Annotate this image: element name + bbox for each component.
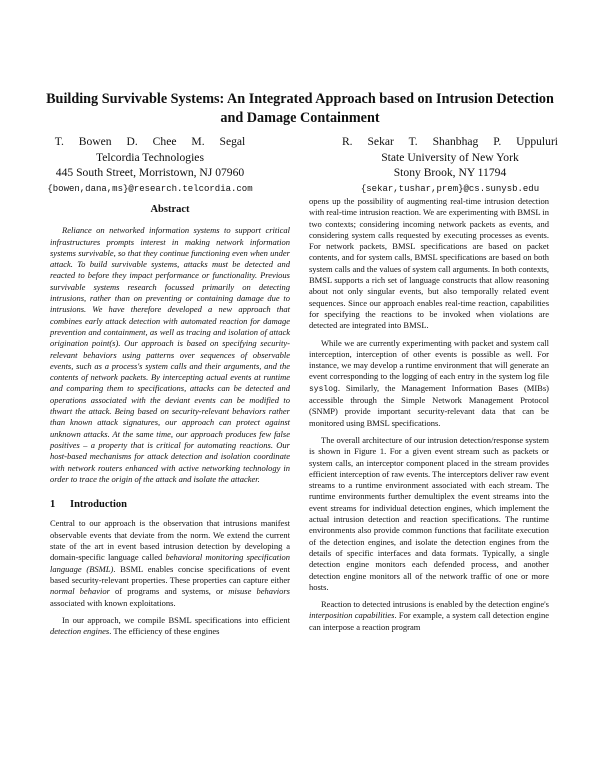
term-interposition: interposition capabilities (309, 610, 395, 621)
text-run: . For example, a system call detection engine can interpose a reaction program (309, 610, 550, 632)
section-heading-introduction (50, 499, 290, 510)
text-run: . The efficiency of these engines (109, 626, 220, 637)
body-paragraph-2 (309, 338, 549, 429)
author-block-right (300, 134, 600, 197)
section-number: 1 (50, 499, 56, 511)
body-paragraph-3: The overall architecture of our intrusion detection/response system is shown in Figure 1. For a given event stream such as packets or system calls, an interceptor component placed in the stream provides efficient interception of raw events. The interceptors deliver raw event streams to a runtime environment associated with each stream. The runtime environments further demultiplex the event streams into the event streams for individual detection engines, which implement the actual intrusion detection and reaction specifications. The runtime environments also provide common functions that facilitate execution of the detection engines, and isolate the detection engines from the details of specific interfaces and data formats. Typically, a single detection engine monitors each defended process, and another detection engine monitors all of the network traffic of one or more hosts. (309, 434, 549, 592)
term-syslog: syslog (309, 384, 338, 394)
text-run: of programs and systems, or (109, 586, 229, 597)
author-email-right: {sekar,tushar,prem}@cs.sunysb.edu (360, 183, 540, 194)
left-column (50, 204, 290, 643)
abstract-text: Reliance on networked information systems to support critical infrastructures prompts interest in making network information systems survivable, so that they continue functioning even when under attack. To build survivable systems, attacks must be detected and reacted to before they impact performance or functionality. Previous survivable systems research focussed primarily on detecting intrusions, rather than on preventing or containing damage due to intrusions. We have therefore developed a new approach that combines early attack detection with automated reaction for damage prevention and containment, as well as tracing and isolation of attack origination point(s). Our approach is based on specifying security-relevant behaviors using patterns over sequences of observable events, such as a process's system calls and their arguments, and the contents of network packets. By intercepting actual events at runtime and comparing them to specifications, attacks can be detected and operations associated with the deviant events can be modified to thwart the attack. Being based on security-relevant behaviors rather than known attack signatures, our approach can protect against unknown attacks. At the same time, our approach produces few false positives – a property that is critical for automating reactions. Our host-based mechanisms for attack detection and isolation coordinate with network routers enhanced with active networking technology in order to trace the origin of the attack and isolate the attacker. (50, 225, 290, 484)
text-run: While we are currently experimenting with packet and system call interception, interception of other events is possible as well. For instance, we may develop a runtime environment that will generate an event corresponding to the logging of each entry in the system log file (309, 337, 549, 382)
abstract-heading: Abstract (150, 204, 190, 215)
author-names-right: R. Sekar T. Shanbhag P. Uppuluri (341, 135, 559, 148)
paper-title: Building Survivable Systems: An Integrated Approach based on Intrusion Detection and Damage Containment (46, 91, 554, 126)
author-email-left: {bowen,dana,ms}@research.telcordia.com (47, 183, 253, 194)
term-detection-engines: detection engines (50, 626, 110, 637)
text-run: In our approach, we compile BSML specifications into efficient (62, 614, 290, 625)
author-block-left (0, 134, 300, 197)
author-org-left: Telcordia Technologies (96, 150, 204, 164)
section-title: Introduction (70, 499, 127, 511)
text-run: associated with known exploitations. (50, 597, 176, 608)
term-bsml: behavioral monitoring specification language (BSML) (50, 552, 290, 574)
term-normal-behavior: normal behavior (50, 586, 110, 597)
intro-paragraph-2 (50, 615, 290, 638)
author-org-right: State University of New York (381, 150, 519, 164)
right-column (309, 196, 549, 639)
text-run: Central to our approach is the observation that intrusions manifest observable events that deviate from the norm. We extend the current state of the art in event based intrusion detection by developing a domain-specific language called (50, 518, 290, 563)
term-misuse-behaviors: misuse behaviors (228, 586, 290, 597)
author-address-left: 445 South Street, Morristown, NJ 07960 (55, 166, 245, 179)
body-paragraph-1: opens up the possibility of augmenting real-time intrusion detection with real-time intrusion reaction. We are experimenting with BMSL in two contexts; considering incoming network packets as events, and considering system calls requested by executing processes as events. For network packets, BMSL specifications are based on packet contents, and for system calls, BMSL specifications are based on both system calls and the values of system call arguments. In both contexts, BMSL supports a rich set of language constructs that allow reasoning about not only singular events, but also temporally related event sequences. Since our approach enables real-time reaction, capabilities for specifying the reactions to be invoked when violations are detected are integrated into BMSL. (309, 196, 549, 331)
text-run: . Similarly, the Management Information Bases (MIBs) accessible through the Simple Network Management Protocol (SNMP) provide important security-relevant data that can be monitored using BMSL specifications. (309, 382, 549, 428)
text-run: Reaction to detected intrusions is enabled by the detection engine's (321, 599, 549, 610)
text-run: . BSML enables concise specifications of event based security-relevant properties. These properties can capture either (50, 563, 291, 585)
intro-paragraph-1 (50, 518, 290, 608)
author-names-left: T. Bowen D. Chee M. Segal (54, 135, 246, 148)
author-address-right: Stony Brook, NY 11794 (393, 166, 507, 179)
body-paragraph-4 (309, 599, 549, 633)
